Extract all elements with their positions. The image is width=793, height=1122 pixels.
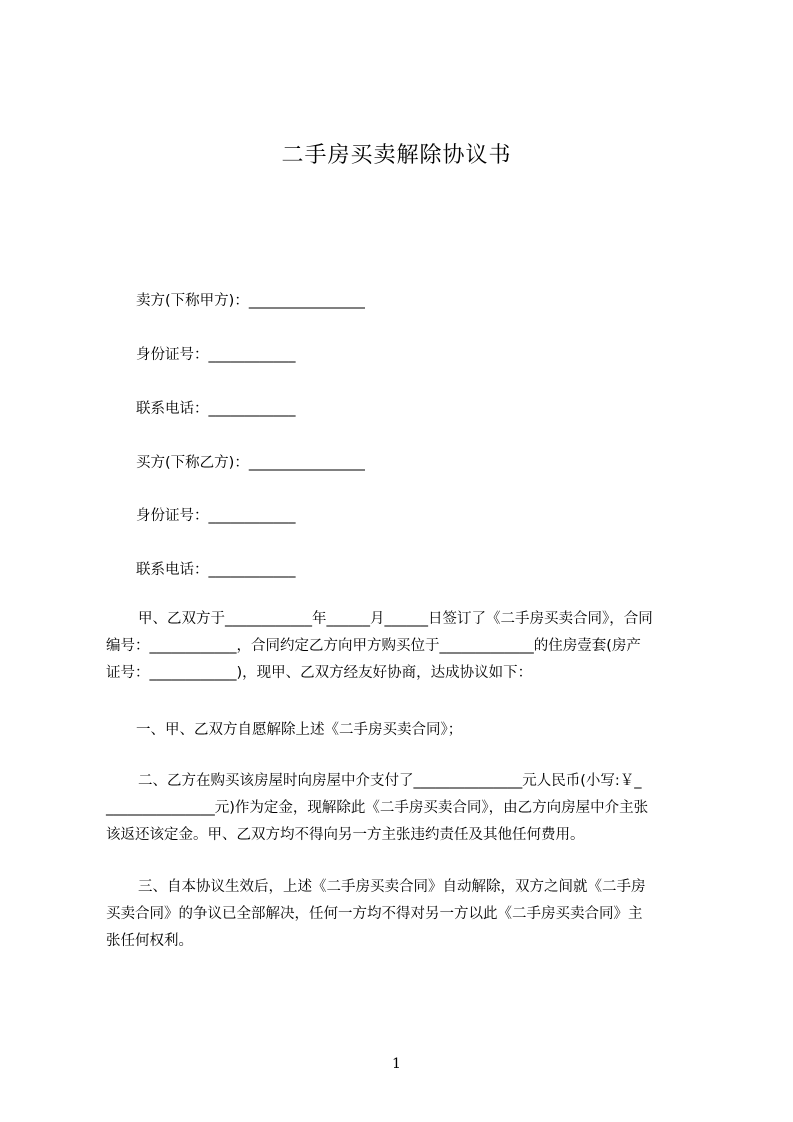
clause-3-line-2: 买卖合同》的争议已全部解决，任何一方均不得对另一方以此《二手房买卖合同》主	[106, 906, 643, 922]
buyer-field	[136, 453, 365, 473]
buyer-id-field	[136, 506, 296, 526]
seller-phone-blank: ____________	[208, 401, 296, 417]
buyer-phone-field	[136, 560, 296, 580]
seller-phone-label: 联系电话：	[136, 401, 209, 417]
document-title: 二手房买卖解除协议书	[281, 143, 512, 168]
clause-2-line-1: 二、乙方在购买该房屋时向房屋中介支付了_______________元人民币(小写:￥_	[138, 773, 642, 789]
intro-paragraph	[106, 606, 700, 687]
seller-id-blank: ____________	[208, 347, 296, 363]
clause-3-line-1: 三、自本协议生效后，上述《二手房买卖合同》自动解除，双方之间就《二手房	[138, 879, 646, 895]
intro-line-3: 证号：____________)，现甲、乙双方经友好协商，达成协议如下：	[106, 665, 533, 681]
seller-id-label: 身份证号：	[136, 347, 209, 363]
intro-line-1: 甲、乙双方于____________年______月______日签订了《二手房买卖合同》，合同	[138, 611, 653, 627]
buyer-phone-label: 联系电话：	[136, 562, 209, 578]
clause-3-line-3: 张任何权利。	[106, 933, 193, 949]
buyer-phone-blank: ____________	[208, 562, 296, 578]
buyer-blank: ________________	[248, 455, 365, 471]
clause-2-line-2: _______________元)作为定金，现解除此《二手房买卖合同》，由乙方向房屋中介主张	[106, 800, 649, 816]
seller-blank: ________________	[248, 293, 365, 309]
seller-label: 卖方(下称甲方)：	[136, 293, 249, 309]
clause-2-line-3: 该返还该定金。甲、乙双方均不得向另一方主张违约责任及其他任何费用。	[106, 827, 585, 843]
clause-3-paragraph	[106, 874, 700, 955]
clause-1: 一、甲、乙双方自愿解除上述《二手房买卖合同》；	[136, 722, 463, 738]
seller-id-field	[136, 345, 296, 365]
page-number: 1	[392, 1056, 401, 1072]
seller-field	[136, 291, 365, 311]
buyer-label: 买方(下称乙方)：	[136, 455, 249, 471]
buyer-id-label: 身份证号：	[136, 508, 209, 524]
buyer-id-blank: ____________	[208, 508, 296, 524]
seller-phone-field	[136, 399, 296, 419]
clause-2-paragraph	[106, 768, 700, 849]
intro-line-2: 编号：____________，合同约定乙方向甲方购买位于_____________的住房壹套(房产	[106, 638, 641, 654]
